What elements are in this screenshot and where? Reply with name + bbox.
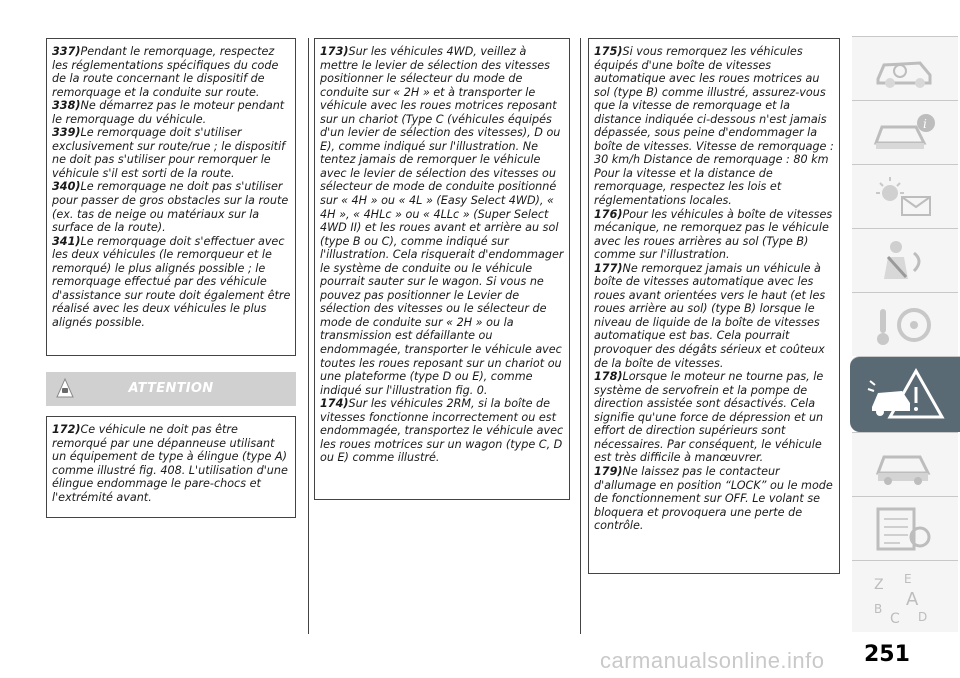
note-text: Ce véhicule ne doit pas être remorqué par une dépanneuse utilisant un équipement de type à élingue (type A) comme illustré fig. 408. L'utilisation d'une élingue endommage le pare-chocs et l'extrémité avant. (52, 423, 288, 504)
note-text: Lorsque le moteur ne tourne pas, le système de servofrein et la pompe de direction assistée sont désactivés. Cela signifie qu'une force de dépression et un effort de direction supérieurs sont nécessaires. Par conséquent, le véhicule est très difficile à manœuvrer. (594, 370, 824, 465)
note-item (52, 126, 291, 180)
note-item (594, 465, 835, 533)
note-item (594, 45, 835, 208)
chapter-tab-emergency[interactable] (850, 356, 960, 432)
note-item (594, 208, 835, 262)
watermark: carmanualsonline.info (600, 648, 825, 673)
note-number: 177) (594, 261, 623, 275)
note-number: 337) (52, 45, 81, 58)
note-text: Si vous remorquez les véhicules équipés d'une boîte de vitesses automatique avec les roues motrices au sol (type B) comme illustré, assurez-vous que la vitesse de remorquage et la distance indiquée ci-dessous n'est jamais dépassée, sous peine d'endommager la boîte de vitesses. Vitesse de remorquage : 30 km/h Distance de remorquage : 80 km Pour la vitesse et la distance de remorquage, respectez les lois et réglementations locales. (594, 45, 834, 208)
note-item (52, 99, 291, 126)
note-number: 175) (594, 45, 623, 58)
note-text: Le remorquage doit s'effectuer avec les deux véhicules (le remorqueur et le remorqué) le plus alignés possible ; le remorquage effectué par des véhicule d'assistance sur route doit également être réalisé avec les deux véhicules le plus alignés possible. (52, 234, 291, 329)
chapter-tab-index[interactable] (852, 560, 958, 632)
note-number: 338) (52, 99, 81, 113)
note-number: 174) (320, 397, 349, 411)
notes-box-col3 (588, 38, 840, 574)
note-text: Ne démarrez pas le moteur pendant le remorquage du véhicule. (52, 99, 285, 126)
chapter-tab-car-info[interactable] (852, 100, 958, 164)
svg-text:B: B (874, 602, 883, 616)
note-item (52, 235, 291, 330)
warning-lights-icon (870, 173, 940, 221)
svg-text:A: A (906, 589, 919, 610)
note-number: 173) (320, 45, 349, 58)
note-text: Sur les véhicules 4WD, veillez à mettre le levier de sélection des vitesses positionner le sélecteur du mode de conduite sur « 2H » et à transporter le véhicule avec les roues motrices reposant sur un chariot (Type C (véhicules équipés d'un levier de sélection des vitesses), D ou E), comme indiqué sur l'illustration. Ne tentez jamais de remorquer le véhicule avec le levier de sélection des vitesses ou sélecteur de mode de conduite positionné sur « 4H » ou « 4L » (Easy Select 4WD), « 4H », « 4HLc » ou « 4LLc » (Super Select 4WD II) et les roues avant et arrière au sol (type B ou C), comme indiqué sur l'illustration. Cela risquerait d'endommager le système de conduite ou le véhicule pourrait sauter sur le wagon. Si vous ne pouvez pas positionner le Levier de sélection des vitesses ou le sélecteur de mode de conduite sur « 2H » ou la transmission est défaillante ou endommagée, transporter le véhicule avec toutes les roues reposant sur un chariot ou une plateforme (type D ou E), comme indiqué sur l'illustration fig. 0. (320, 45, 564, 397)
chapter-tab-starting-driving[interactable] (852, 292, 958, 356)
car-service-icon (870, 441, 940, 489)
note-number: 179) (594, 464, 623, 478)
note-text: Sur les véhicules 2RM, si la boîte de vitesses fonctionne incorrectement ou est endommagée, transportez le véhicule avec les roues motrices sur un wagon (type C, D ou E) comme illustré. (320, 397, 564, 465)
note-number: 176) (594, 207, 623, 221)
note-list-col2 (320, 45, 565, 465)
svg-text:D: D (918, 610, 928, 624)
attention-list (52, 423, 291, 504)
chapter-sidebar (850, 36, 960, 632)
car-dashboard-icon (870, 45, 940, 93)
chapter-tab-warning-lights[interactable] (852, 164, 958, 228)
attention-box-col1 (46, 416, 296, 518)
car-info-icon (870, 109, 940, 157)
note-text: Le remorquage ne doit pas s'utiliser pour passer de gros obstacles sur la route (ex. tas de neige ou matériaux sur la surface de la route). (52, 180, 289, 235)
note-item (52, 180, 291, 234)
attention-header (46, 372, 296, 406)
note-number: 178) (594, 370, 623, 384)
page-number: 251 (864, 642, 910, 667)
note-number: 172) (52, 423, 81, 436)
note-text: Le remorquage doit s'utiliser exclusivement sur route/rue ; le dispositif ne doit pas s'utiliser pour remorquer le véhicule s'il est sorti de la route. (52, 126, 286, 180)
note-list-col1 (52, 45, 291, 329)
note-text: Pour les véhicules à boîte de vitesses mécanique, ne remorquez pas le véhicule avec les roues arrières au sol (Type B) comme sur l'illustration. (594, 207, 833, 262)
note-text: Pendant le remorquage, respectez les réglementations spécifiques du code de la route concernant le dispositif de remorquage et la conduite sur route. (52, 45, 279, 99)
notes-box-col2 (314, 38, 570, 500)
alphabetical-index-icon (870, 569, 940, 629)
note-number: 341) (52, 234, 81, 248)
column-separator (308, 38, 309, 634)
chapter-tab-technical-data[interactable] (852, 496, 958, 560)
chapter-tab-dashboard[interactable] (852, 36, 958, 100)
chapter-tab-safety[interactable] (852, 228, 958, 292)
note-number: 339) (52, 126, 81, 140)
note-item (52, 45, 291, 99)
attention-label: ATTENTION (128, 381, 214, 396)
notes-box-col1 (46, 38, 296, 356)
column-separator (580, 38, 581, 634)
note-item (320, 397, 565, 465)
svg-text:Z: Z (874, 577, 884, 593)
key-steering-icon (870, 301, 940, 349)
note-item (594, 370, 835, 465)
svg-text:C: C (890, 611, 900, 627)
note-item (320, 45, 565, 397)
note-number: 340) (52, 180, 81, 194)
chapter-tab-servicing[interactable] (852, 432, 958, 496)
note-text: Ne remorquez jamais un véhicule à boîte de vitesses automatique avec les roues avant orientées vers le haut (et les roues arrière au sol) (type B) lorsque le niveau de liquide de la boîte de vitesses automatique est bas. Cela pourrait provoquer des dégâts sérieux et coûteux de la boîte de vitesses. (594, 261, 826, 370)
seatbelt-person-icon (870, 237, 940, 285)
note-list-col3 (594, 45, 835, 533)
svg-text:E: E (904, 572, 912, 586)
note-item (594, 262, 835, 370)
technical-data-icon (870, 505, 940, 553)
note-text: Ne laissez pas le contacteur d'allumage en position “LOCK” ou le mode de fonctionnement sur OFF. Le volant se bloquera et provoquera une perte de contrôle. (594, 464, 833, 533)
svg-text:i: i (923, 117, 927, 131)
note-item (52, 423, 291, 504)
breakdown-warning-icon (866, 365, 946, 425)
